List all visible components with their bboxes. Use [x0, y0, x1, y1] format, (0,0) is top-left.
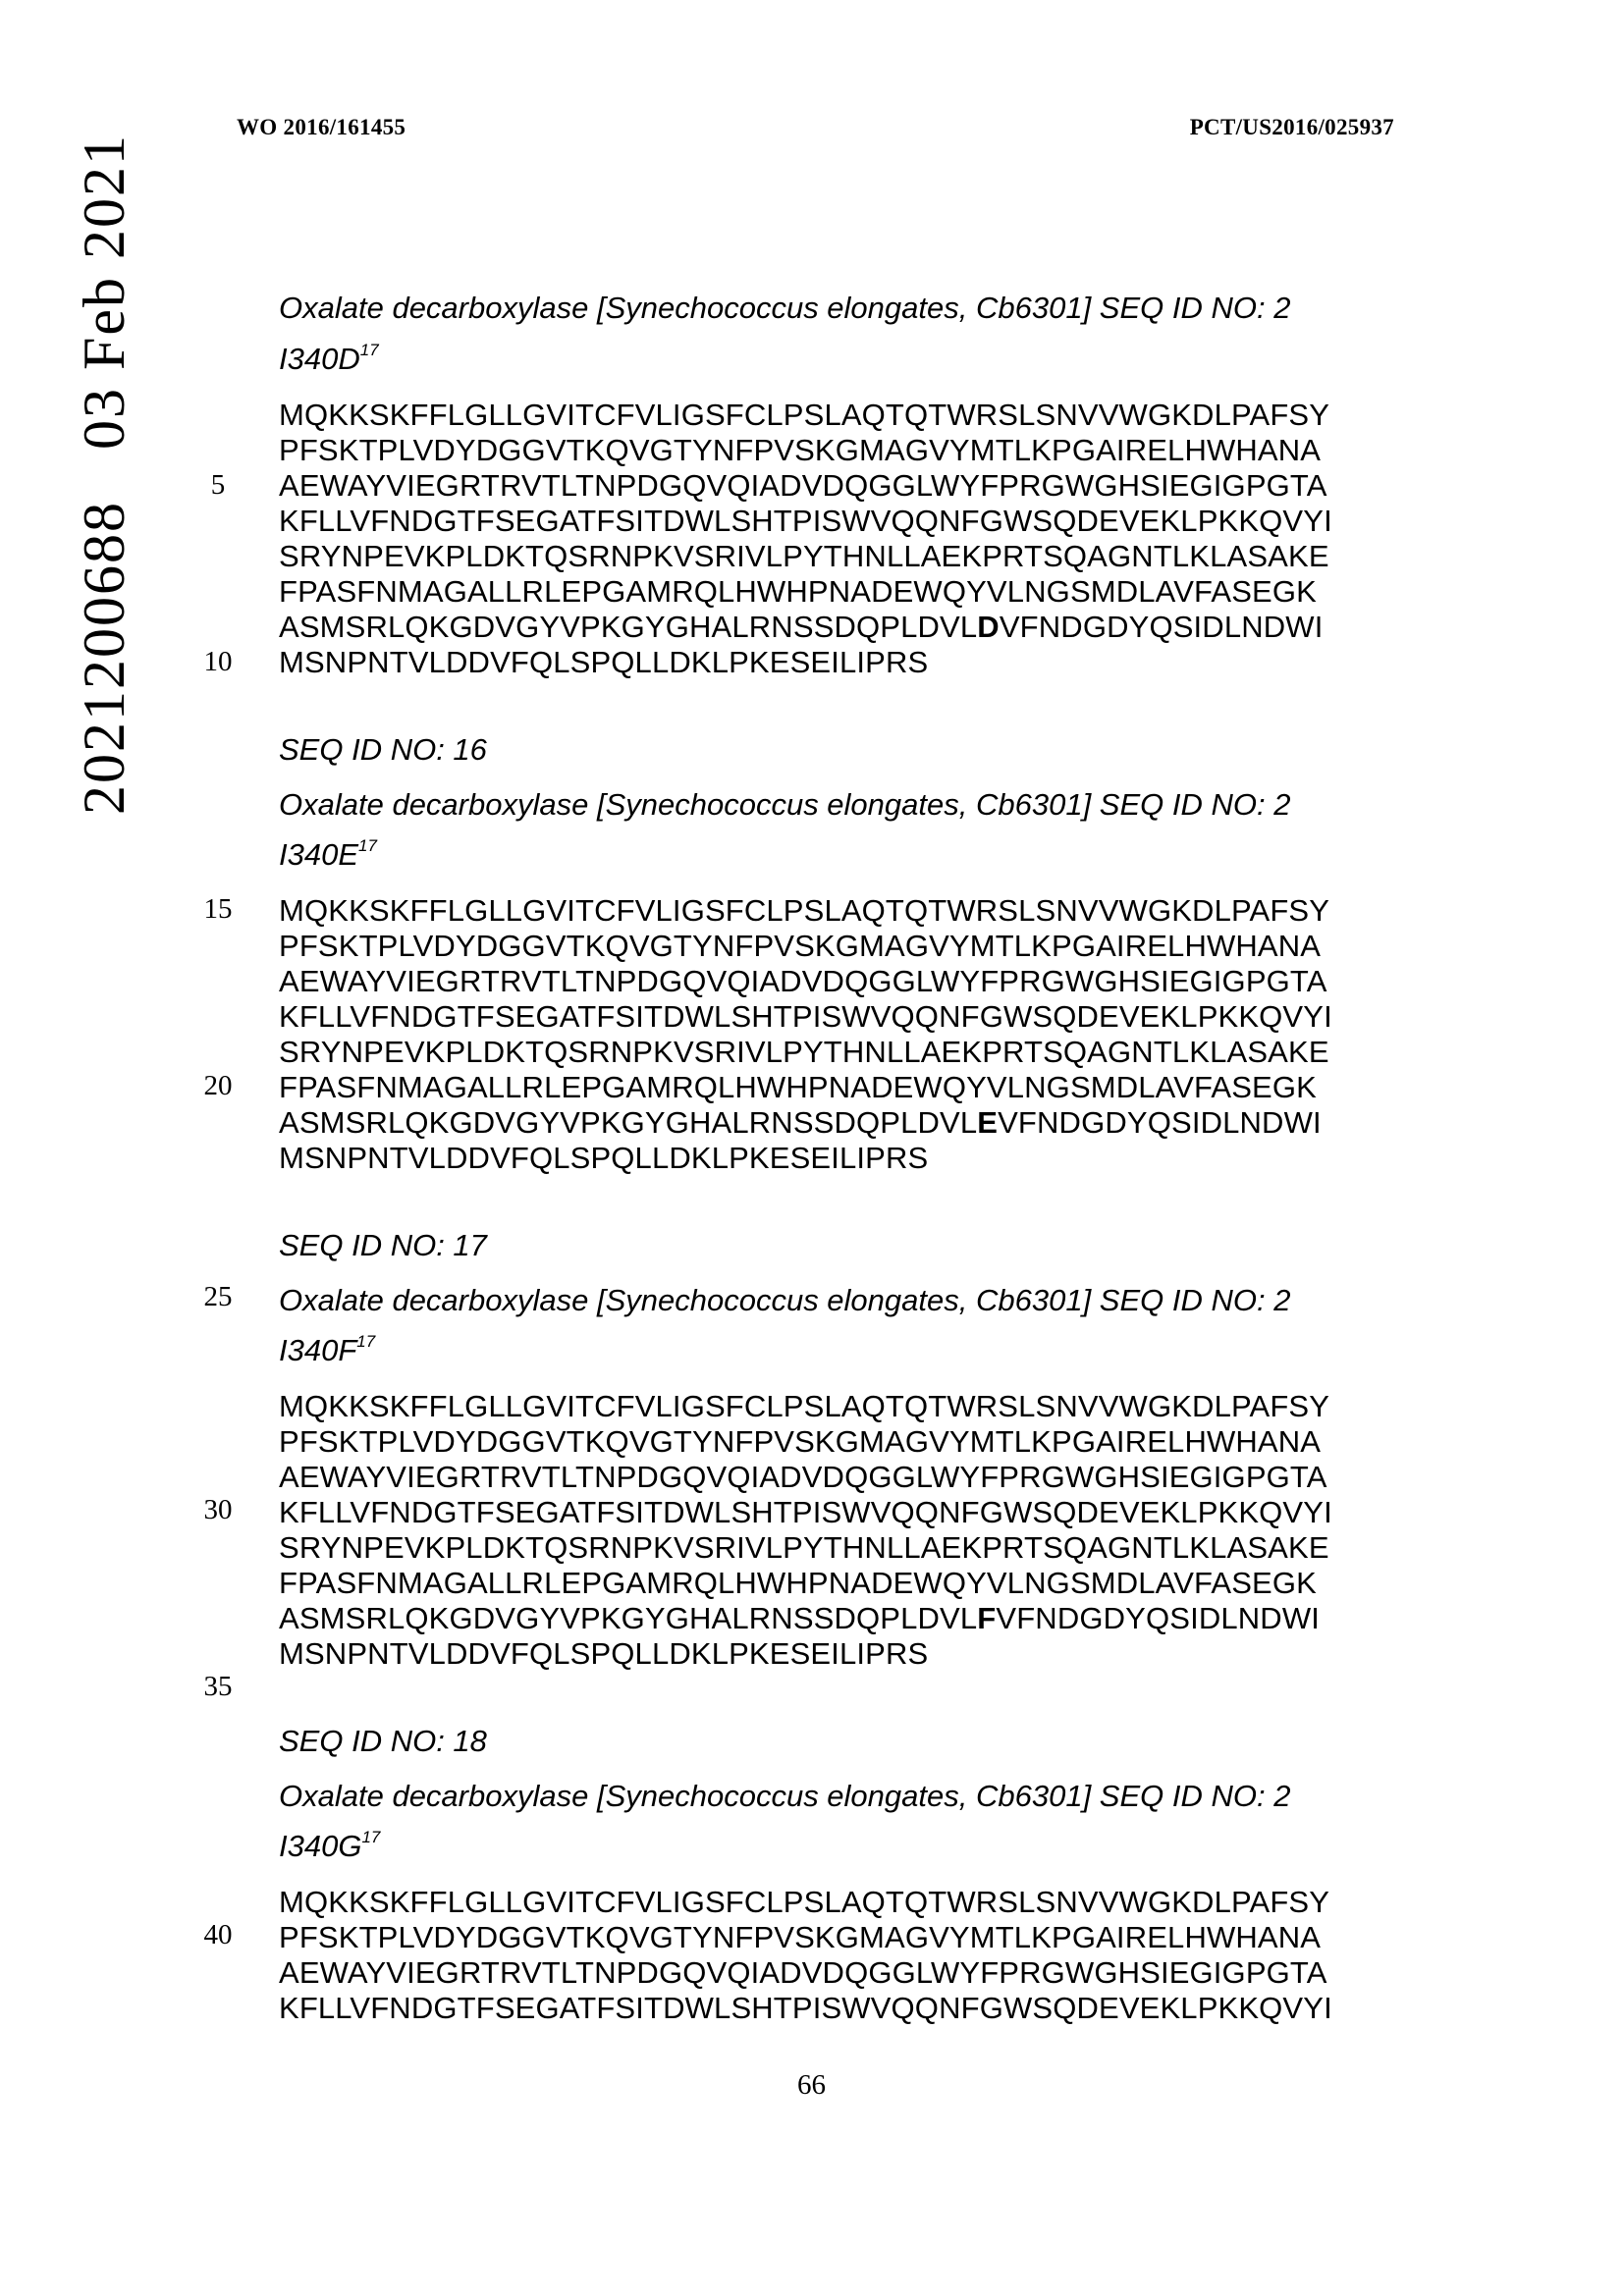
sequence-line: FPASFNMAGALLRLEPGAMRQLHWHPNADEWQYVLNGSMDLAVFASEGK	[279, 1566, 1317, 1600]
line-number: 5	[210, 469, 226, 501]
entry-mutation	[279, 342, 379, 377]
mutated-residue: F	[977, 1601, 997, 1635]
publication-number: WO 2016/161455	[237, 115, 406, 139]
mutation-footnote: 17	[359, 340, 379, 359]
sequence-line: FPASFNMAGALLRLEPGAMRQLHWHPNADEWQYVLNGSMDLAVFASEGK	[279, 1070, 1317, 1104]
mutation-label: I340F	[279, 1333, 357, 1367]
line-number: 15	[203, 893, 233, 925]
sequence-line: ASMSRLQKGDVGYVPKGYGHALRNSSDQPLDVLFVFNDGDYQSIDLNDWI	[279, 1601, 1321, 1635]
mutation-footnote: 17	[358, 835, 377, 855]
sequence-line: AEWAYVIEGRTRVTLTNPDGQVQIADVDQGGLWYFPRGWGHSIEGIGPGTA	[279, 1460, 1327, 1494]
seq-id-heading: SEQ ID NO: 16	[279, 732, 487, 767]
page-number: 66	[797, 2069, 826, 2101]
line-number: 40	[203, 1919, 233, 1950]
line-number: 20	[203, 1070, 233, 1101]
entry-description: Oxalate decarboxylase [Synechococcus elongates, Cb6301] SEQ ID NO: 2	[279, 1283, 1291, 1317]
sequence-line: MQKKSKFFLGLLGVITCFVLIGSFCLPSLAQTQTWRSLSNVVWGKDLPAFSY	[279, 398, 1330, 432]
entry-description: Oxalate decarboxylase [Synechococcus elongates, Cb6301] SEQ ID NO: 2	[279, 1779, 1291, 1813]
sequence-line: KFLLVFNDGTFSEGATFSITDWLSHTPISWVQQNFGWSQDEVEKLPKKQVYI	[279, 999, 1332, 1034]
entry-mutation	[279, 1829, 380, 1864]
entry-description: Oxalate decarboxylase [Synechococcus elongates, Cb6301] SEQ ID NO: 2	[279, 291, 1291, 325]
sequence-line: ASMSRLQKGDVGYVPKGYGHALRNSSDQPLDVLDVFNDGDYQSIDLNDWI	[279, 610, 1324, 644]
mutation-label: I340E	[279, 837, 359, 872]
side-stamp-date: 03 Feb 2021	[72, 133, 136, 450]
entry-mutation	[279, 837, 377, 873]
sequence-line: MSNPNTVLDDVFQLSPQLLDKLPKESEILIPRS	[279, 1636, 929, 1671]
sequence-line: MSNPNTVLDDVFQLSPQLLDKLPKESEILIPRS	[279, 645, 929, 679]
mutation-footnote: 17	[361, 1827, 381, 1846]
sequence-line: KFLLVFNDGTFSEGATFSITDWLSHTPISWVQQNFGWSQDEVEKLPKKQVYI	[279, 1495, 1332, 1529]
sequence-line: AEWAYVIEGRTRVTLTNPDGQVQIADVDQGGLWYFPRGWGHSIEGIGPGTA	[279, 964, 1327, 998]
sequence-line: FPASFNMAGALLRLEPGAMRQLHWHPNADEWQYVLNGSMDLAVFASEGK	[279, 574, 1317, 609]
sequence-line: SRYNPEVKPLDKTQSRNPKVSRIVLPYTHNLLAEKPRTSQAGNTLKLASAKE	[279, 1035, 1329, 1069]
entry-mutation	[279, 1333, 375, 1368]
sequence-line: PFSKTPLVDYDGGVTKQVGTYNFPVSKGMAGVYMTLKPGAIRELHWHANA	[279, 433, 1322, 467]
mutation-label: I340D	[279, 342, 360, 376]
mutated-residue: E	[977, 1105, 999, 1140]
line-number: 10	[203, 646, 233, 677]
sequence-line: SRYNPEVKPLDKTQSRNPKVSRIVLPYTHNLLAEKPRTSQAGNTLKLASAKE	[279, 539, 1329, 573]
mutated-residue: D	[977, 610, 1000, 644]
application-number: PCT/US2016/025937	[1189, 115, 1394, 139]
sequence-line: MQKKSKFFLGLLGVITCFVLIGSFCLPSLAQTQTWRSLSNVVWGKDLPAFSY	[279, 1885, 1330, 1919]
sequence-line: MSNPNTVLDDVFQLSPQLLDKLPKESEILIPRS	[279, 1141, 929, 1175]
sequence-line: SRYNPEVKPLDKTQSRNPKVSRIVLPYTHNLLAEKPRTSQAGNTLKLASAKE	[279, 1530, 1329, 1565]
sequence-line: MQKKSKFFLGLLGVITCFVLIGSFCLPSLAQTQTWRSLSNVVWGKDLPAFSY	[279, 1389, 1330, 1423]
mutation-footnote: 17	[356, 1331, 376, 1351]
seq-id-heading: SEQ ID NO: 18	[279, 1724, 487, 1758]
sequence-line: PFSKTPLVDYDGGVTKQVGTYNFPVSKGMAGVYMTLKPGAIRELHWHANA	[279, 1920, 1322, 1954]
side-stamp	[71, 133, 138, 815]
sequence-line: PFSKTPLVDYDGGVTKQVGTYNFPVSKGMAGVYMTLKPGAIRELHWHANA	[279, 1424, 1322, 1459]
line-number: 35	[203, 1671, 233, 1702]
sequence-line: PFSKTPLVDYDGGVTKQVGTYNFPVSKGMAGVYMTLKPGAIRELHWHANA	[279, 929, 1322, 963]
sequence-line: MQKKSKFFLGLLGVITCFVLIGSFCLPSLAQTQTWRSLSNVVWGKDLPAFSY	[279, 893, 1330, 928]
sequence-line: KFLLVFNDGTFSEGATFSITDWLSHTPISWVQQNFGWSQDEVEKLPKKQVYI	[279, 1991, 1332, 2025]
line-number: 30	[203, 1494, 233, 1525]
mutation-label: I340G	[279, 1829, 362, 1863]
line-number: 25	[203, 1281, 233, 1312]
sequence-line: AEWAYVIEGRTRVTLTNPDGQVQIADVDQGGLWYFPRGWGHSIEGIGPGTA	[279, 1955, 1327, 1990]
entry-description: Oxalate decarboxylase [Synechococcus elongates, Cb6301] SEQ ID NO: 2	[279, 787, 1291, 822]
sequence-line: KFLLVFNDGTFSEGATFSITDWLSHTPISWVQQNFGWSQDEVEKLPKKQVYI	[279, 504, 1332, 538]
side-stamp-document-number: 2021200688	[72, 501, 136, 815]
seq-id-heading: SEQ ID NO: 17	[279, 1228, 487, 1262]
sequence-line: ASMSRLQKGDVGYVPKGYGHALRNSSDQPLDVLEVFNDGDYQSIDLNDWI	[279, 1105, 1322, 1140]
sequence-line: AEWAYVIEGRTRVTLTNPDGQVQIADVDQGGLWYFPRGWGHSIEGIGPGTA	[279, 468, 1327, 503]
